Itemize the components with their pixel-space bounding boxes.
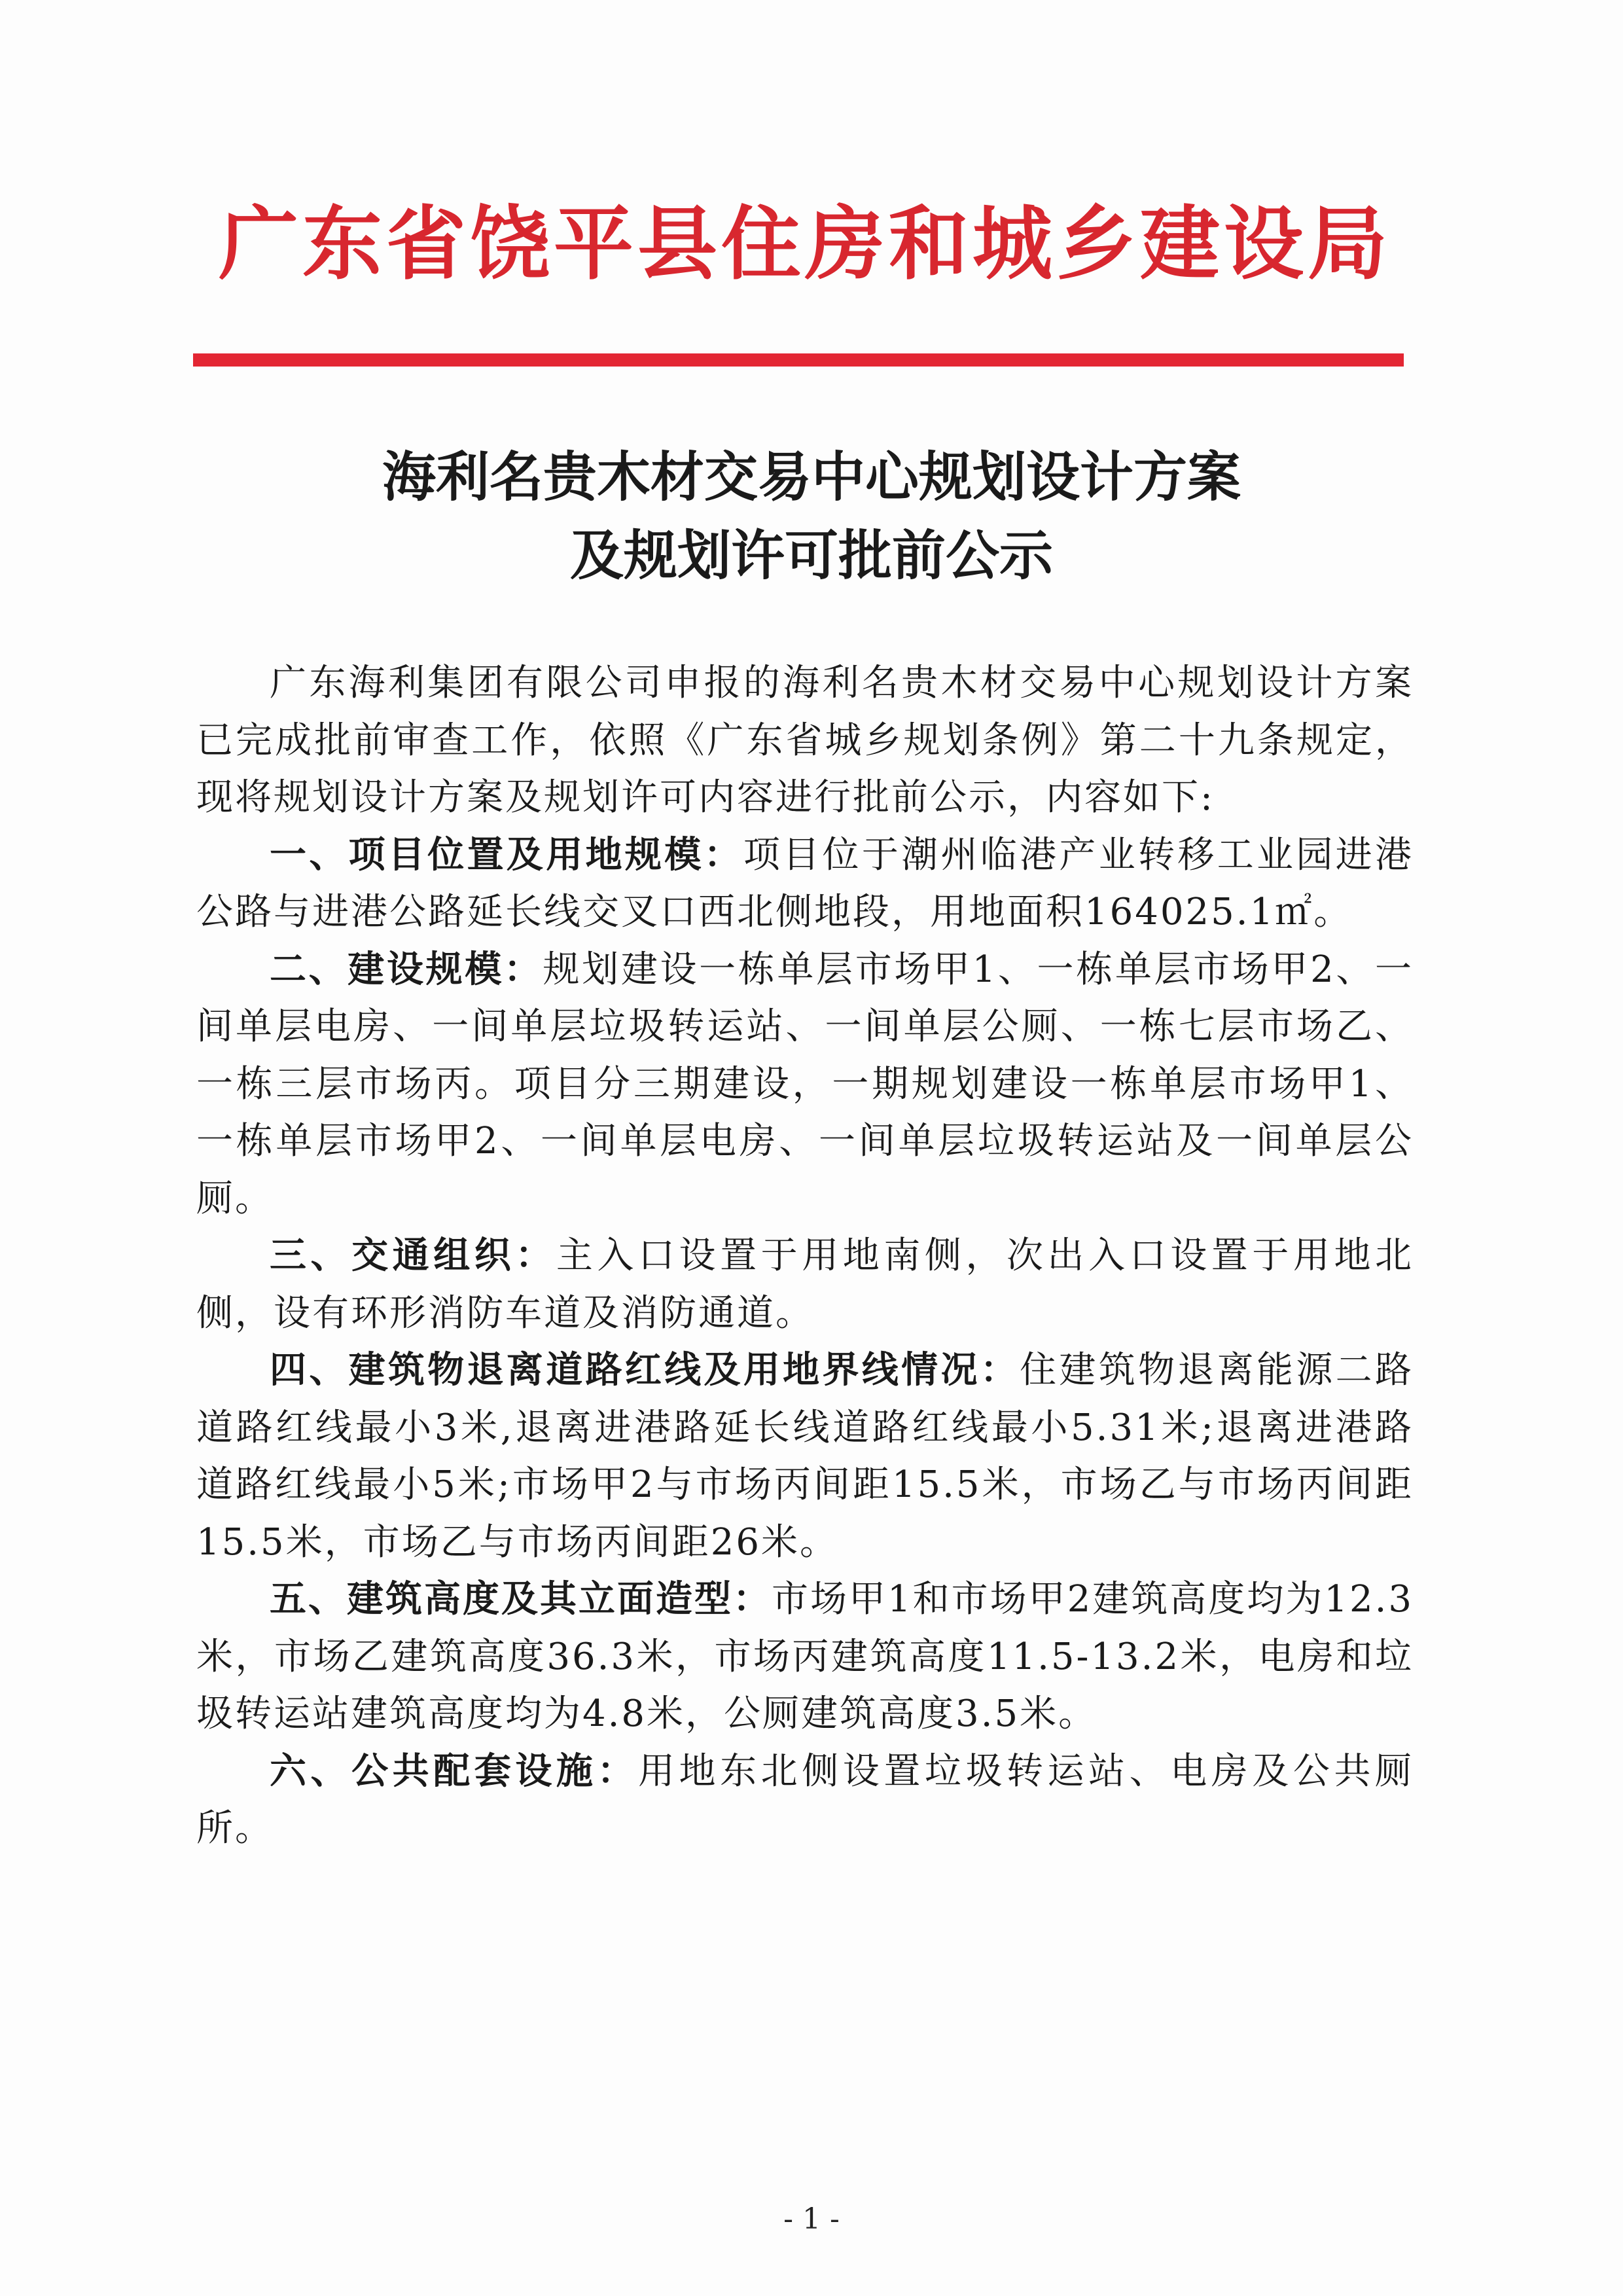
section-heading: 六、公共配套设施： xyxy=(270,1749,638,1793)
document-body xyxy=(196,655,1414,1857)
section-heading: 一、项目位置及用地规模： xyxy=(270,833,743,876)
document-title-line-2: 及规划许可批前公示 xyxy=(569,525,1053,587)
section-paragraph xyxy=(196,1342,1414,1571)
section-text: 住建筑物退离能源二路道路红线最小3米,退离进港路延长线道路红线最小5.31米;退离进港路道路红线最小5米;市场甲2与市场丙间距15.5米，市场乙与市场丙间距15.5米，市场乙与市场丙间距26米。 xyxy=(196,1349,1414,1564)
section-heading: 三、交通组织： xyxy=(270,1234,556,1277)
section-paragraph xyxy=(196,827,1414,941)
page-number: - 1 - xyxy=(783,2202,840,2236)
section-heading: 四、建筑物退离道路红线及用地界线情况： xyxy=(270,1349,1020,1391)
section-heading: 二、建设规模： xyxy=(270,948,543,991)
section-text: 项目位于潮州临港产业转移工业园进港公路与进港公路延长线交叉口西北侧地段，用地面积164025.1㎡。 xyxy=(196,833,1414,933)
document-title xyxy=(196,439,1427,596)
red-header-rule xyxy=(193,353,1404,367)
section-paragraph xyxy=(196,941,1414,1228)
section-text: 规划建设一栋单层市场甲1、一栋单层市场甲2、一间单层电房、一间单层垃圾转运站、一间单层公厕、一栋七层市场乙、一栋三层市场丙。项目分三期建设，一期规划建设一栋单层市场甲1、一栋单层市场甲2、一间单层电房、一间单层垃圾转运站及一间单层公厕。 xyxy=(196,948,1414,1220)
issuing-authority-header: 广东省饶平县住房和城乡建设局 xyxy=(219,198,1391,291)
document-title-line-1: 海利名贵木材交易中心规划设计方案 xyxy=(382,446,1241,509)
section-text: 用地东北侧设置垃圾转运站、电房及公共厕所。 xyxy=(196,1749,1414,1850)
section-paragraph xyxy=(196,1227,1414,1342)
section-text: 主入口设置于用地南侧，次出入口设置于用地北侧，设有环形消防车道及消防通道。 xyxy=(196,1234,1414,1335)
intro-paragraph: 广东海利集团有限公司申报的海利名贵木材交易中心规划设计方案已完成批前审查工作，依照《广东省城乡规划条例》第二十九条规定，现将规划设计方案及规划许可内容进行批前公示，内容如下: xyxy=(196,662,1414,819)
section-heading: 五、建筑高度及其立面造型： xyxy=(270,1578,772,1621)
section-text: 市场甲1和市场甲2建筑高度均为12.3米，市场乙建筑高度36.3米，市场丙建筑高度11.5-13.2米，电房和垃圾转运站建筑高度均为4.8米，公厕建筑高度3.5米。 xyxy=(196,1578,1414,1735)
section-paragraph xyxy=(196,1571,1414,1743)
section-paragraph xyxy=(196,1743,1414,1857)
